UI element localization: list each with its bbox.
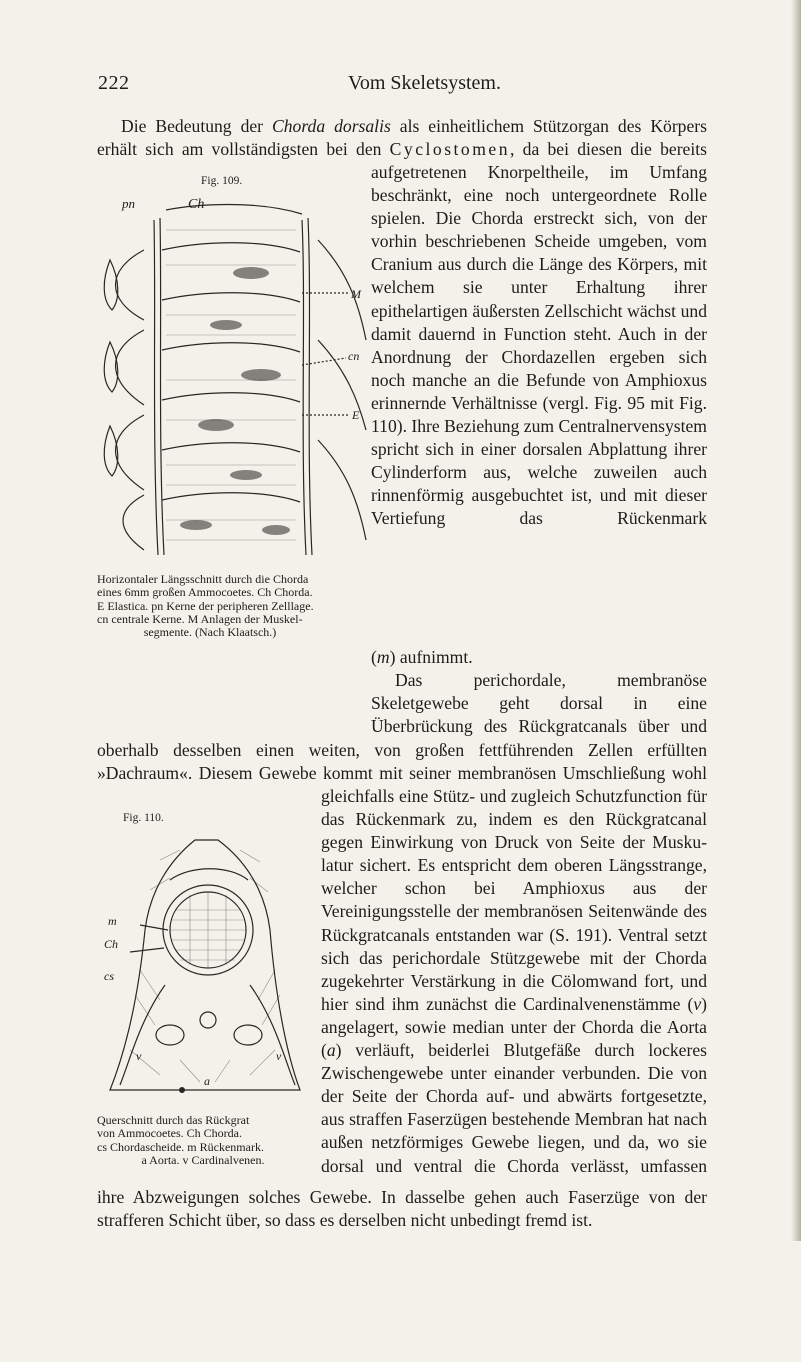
running-title: Vom Skeletsystem. [348,72,501,94]
fig-109-chorda-illustration [96,190,376,570]
fig-109-letter-cn: cn [348,349,360,363]
fig-110-letter-cs: cs [104,969,114,983]
fig-109-letter-ch: Ch [188,197,205,212]
page-edge-shadow [791,0,801,1241]
fig-109-letter-e: E [352,408,360,422]
fig-110-letter-a: a [204,1074,210,1088]
fig-110-letter-v-right: v [276,1049,282,1063]
fig-109-label: Fig. 109. [201,175,243,187]
paragraph-2-full: oberhalb desselben einen weiten, von großen fettführenden Zellen erfüllten »Dachraum«. Diesem Gewebe kommt mit seiner membranösen Umschließung wohl [97,740,707,784]
paragraph-1-line-1: Die Bedeutung der Chorda dorsalis als einheitlichem Stützorgan des Körpers [121,116,707,136]
paragraph-2-end: ihre Abzweigungen solches Gewebe. In dasselbe gehen auch Faserzüge von der strafferen Schicht über, so dass es derselben nicht unbedingt fremd ist. [97,1187,707,1231]
fig-110-letter-v-left: v [136,1049,142,1063]
page-number: 222 [98,72,130,94]
running-header [98,72,698,98]
fig-109-caption: Horizontaler Längsschnitt durch die Chorda eines 6mm großen Ammocoetes. Ch Chorda. E Elastica. pn Kerne der peripheren Zelllage. cn centrale Kerne. M Anlagen der Muskel- segmente. (Nach Klaatsch.) [97,572,314,640]
fig-110-caption: Querschnitt durch das Rückgrat von Ammocoetes. Ch Chorda. cs Chordascheide. m Rückenmark. a Aorta. v Cardinalvenen. [97,1113,265,1167]
paragraph-1-line-2: erhält sich am vollständigsten bei den Cyclostomen, da bei diesen die bereits [97,139,707,159]
paragraph-1-end: (m) aufnimmt. [371,647,473,667]
fig-110-letter-m: m [108,914,117,928]
fig-109-letter-pn: pn [122,196,135,211]
paragraph-2-column-2: gleichfalls eine Stütz- und zugleich Schutzfunction für das Rückenmark zu, indem es den Rückgratcanal gegen Einwirkung von Druck von Seite der Muskulatur sichert. Es entspricht dem oberen Längsstrange, welcher schon bei Amphioxus aus der Vereinigungsstelle der membranösen Seitenwände des Rückgratcanals entstanden war (S. 191). Ventral setzt sich das perichordale Stützgewebe mit der Chorda zugekehrter Verstärkung in die Cölomwand fort, und hier sind ihm zunächst die Cardinalvenenstämme (v) angelagert, sowie median unter der Chorda die Aorta (a) verläuft, beiderlei Blutgefäße durch lockeres Zwischengewebe unter einander verbunden. Die von der Seite der Chorda auf- und abwärts fortgesetzte, aus straffen Faserzügen bestehende Membran hat nach außen netzförmiges Gewebe liegen, und da, wo sie dorsal und ventral die Chorda verlässt, umfassen [321,786,707,1176]
fig-110-cross-section-illustration [100,820,320,1110]
paragraph-2-column: Das perichordale, membranöse Skeletgewebe geht dorsal in eine Überbrückung des Rückgratcanals über und [371,670,707,737]
fig-109-letter-m: M [351,287,361,301]
fig-110-label: Fig. 110. [123,812,164,824]
paragraph-1-column: aufgetretenen Knorpeltheile, im Umfang beschränkt, eine noch untergeordnete Rolle spielen. Die Chorda erstreckt sich, von der vorhin beschriebenen Scheide umgeben, vom Cranium aus durch die Länge des Körpers, mit welchem sie unter Erhaltung ihrer epithelartigen äußersten Zellschicht wächst und damit dauernd in Function steht. Auch in der Anordnung der Chordazellen ergeben sich noch manche an die Befunde von Amphioxus erinnernde Verhältnisse (vergl. Fig. 95 mit Fig. 110). Ihre Beziehung zum Centralnervensystem spricht sich in einer dorsalen Abplattung ihrer Cylinderform aus, welche zuweilen auch rinnenförmig ausgebuchtet ist, und mit dieser Vertiefung das Rückenmark [371,162,707,529]
fig-110-letter-ch: Ch [104,937,119,951]
